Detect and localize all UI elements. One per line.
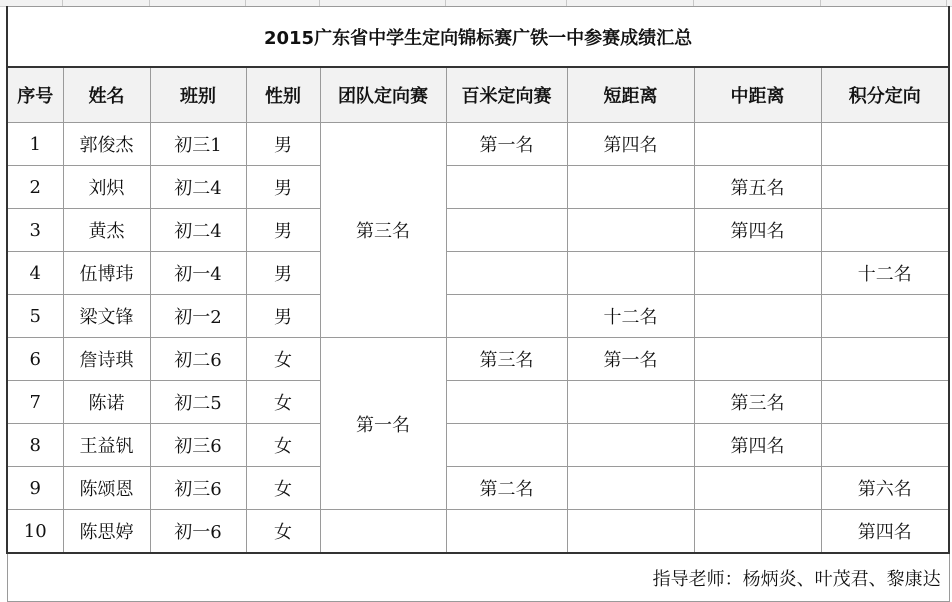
cell-gender[interactable]: 男 [246,166,320,209]
cell-short[interactable]: 第四名 [567,123,694,166]
cell-index[interactable]: 8 [7,424,63,467]
cell-middle[interactable] [694,295,821,338]
cell-hundred[interactable]: 第三名 [446,338,567,381]
cell-gender[interactable]: 女 [246,338,320,381]
header-index[interactable]: 序号 [7,67,63,123]
cell-team-group2[interactable]: 第一名 [320,338,446,510]
cell-short[interactable] [567,467,694,510]
cell-hundred[interactable] [446,510,567,554]
cell-name[interactable]: 刘炽 [63,166,150,209]
cell-team-empty[interactable] [320,510,446,554]
header-gender[interactable]: 性别 [246,67,320,123]
cell-score[interactable] [821,295,949,338]
table-row [7,467,949,510]
cell-middle[interactable]: 第四名 [694,424,821,467]
cell-class[interactable]: 初三6 [150,424,246,467]
cell-class[interactable]: 初三1 [150,123,246,166]
instructors-footer[interactable]: 指导老师：杨炳炎、叶茂君、黎康达 [7,553,949,602]
cell-class[interactable]: 初一2 [150,295,246,338]
cell-index[interactable]: 7 [7,381,63,424]
header-middle[interactable]: 中距离 [694,67,821,123]
cell-index[interactable]: 10 [7,510,63,554]
cell-score[interactable]: 第四名 [821,510,949,554]
cell-hundred[interactable]: 第二名 [446,467,567,510]
cell-score[interactable]: 十二名 [821,252,949,295]
header-team[interactable]: 团队定向赛 [320,67,446,123]
table-row [7,166,949,209]
header-short[interactable]: 短距离 [567,67,694,123]
cell-index[interactable]: 1 [7,123,63,166]
table-row [7,123,949,166]
cell-index[interactable]: 3 [7,209,63,252]
cell-gender[interactable]: 女 [246,510,320,554]
cell-index[interactable]: 9 [7,467,63,510]
cell-middle[interactable] [694,510,821,554]
cell-name[interactable]: 梁文锋 [63,295,150,338]
table-row [7,338,949,381]
header-row [7,67,949,123]
cell-hundred[interactable] [446,424,567,467]
table-row [7,381,949,424]
results-table [6,6,950,602]
cell-middle[interactable] [694,338,821,381]
table-row [7,252,949,295]
cell-gender[interactable]: 男 [246,252,320,295]
cell-score[interactable]: 第六名 [821,467,949,510]
cell-middle[interactable]: 第四名 [694,209,821,252]
cell-short[interactable] [567,381,694,424]
cell-short[interactable]: 第一名 [567,338,694,381]
cell-gender[interactable]: 女 [246,467,320,510]
cell-middle[interactable]: 第三名 [694,381,821,424]
header-class[interactable]: 班别 [150,67,246,123]
header-score[interactable]: 积分定向 [821,67,949,123]
cell-score[interactable] [821,424,949,467]
cell-score[interactable] [821,338,949,381]
cell-class[interactable]: 初一6 [150,510,246,554]
cell-short[interactable] [567,166,694,209]
cell-score[interactable] [821,209,949,252]
table-row [7,295,949,338]
cell-hundred[interactable]: 第一名 [446,123,567,166]
cell-short[interactable] [567,209,694,252]
cell-gender[interactable]: 男 [246,123,320,166]
cell-score[interactable] [821,166,949,209]
cell-class[interactable]: 初二6 [150,338,246,381]
cell-name[interactable]: 伍博玮 [63,252,150,295]
table-row [7,424,949,467]
cell-name[interactable]: 陈思婷 [63,510,150,554]
cell-score[interactable] [821,123,949,166]
cell-team-group1[interactable]: 第三名 [320,123,446,338]
cell-middle[interactable]: 第五名 [694,166,821,209]
header-name[interactable]: 姓名 [63,67,150,123]
header-hundred[interactable]: 百米定向赛 [446,67,567,123]
table-row [7,510,949,554]
cell-short[interactable] [567,252,694,295]
cell-short[interactable] [567,424,694,467]
cell-class[interactable]: 初二4 [150,166,246,209]
cell-hundred[interactable] [446,295,567,338]
page-title[interactable]: 2015广东省中学生定向锦标赛广铁一中参赛成绩汇总 [7,7,949,68]
cell-index[interactable]: 6 [7,338,63,381]
cell-short[interactable]: 十二名 [567,295,694,338]
cell-class[interactable]: 初一4 [150,252,246,295]
cell-middle[interactable] [694,123,821,166]
cell-index[interactable]: 4 [7,252,63,295]
cell-score[interactable] [821,381,949,424]
cell-hundred[interactable] [446,166,567,209]
cell-class[interactable]: 初三6 [150,467,246,510]
table-row [7,209,949,252]
cell-name[interactable]: 詹诗琪 [63,338,150,381]
cell-hundred[interactable] [446,252,567,295]
cell-name[interactable]: 郭俊杰 [63,123,150,166]
cell-gender[interactable]: 男 [246,295,320,338]
cell-name[interactable]: 黄杰 [63,209,150,252]
cell-class[interactable]: 初二5 [150,381,246,424]
cell-short[interactable] [567,510,694,554]
cell-middle[interactable] [694,252,821,295]
cell-name[interactable]: 陈诺 [63,381,150,424]
cell-index[interactable]: 5 [7,295,63,338]
cell-class[interactable]: 初二4 [150,209,246,252]
cell-middle[interactable] [694,467,821,510]
cell-name[interactable]: 陈颂恩 [63,467,150,510]
cell-gender[interactable]: 女 [246,424,320,467]
cell-hundred[interactable] [446,209,567,252]
cell-gender[interactable]: 女 [246,381,320,424]
cell-hundred[interactable] [446,381,567,424]
cell-gender[interactable]: 男 [246,209,320,252]
cell-name[interactable]: 王益钒 [63,424,150,467]
cell-index[interactable]: 2 [7,166,63,209]
